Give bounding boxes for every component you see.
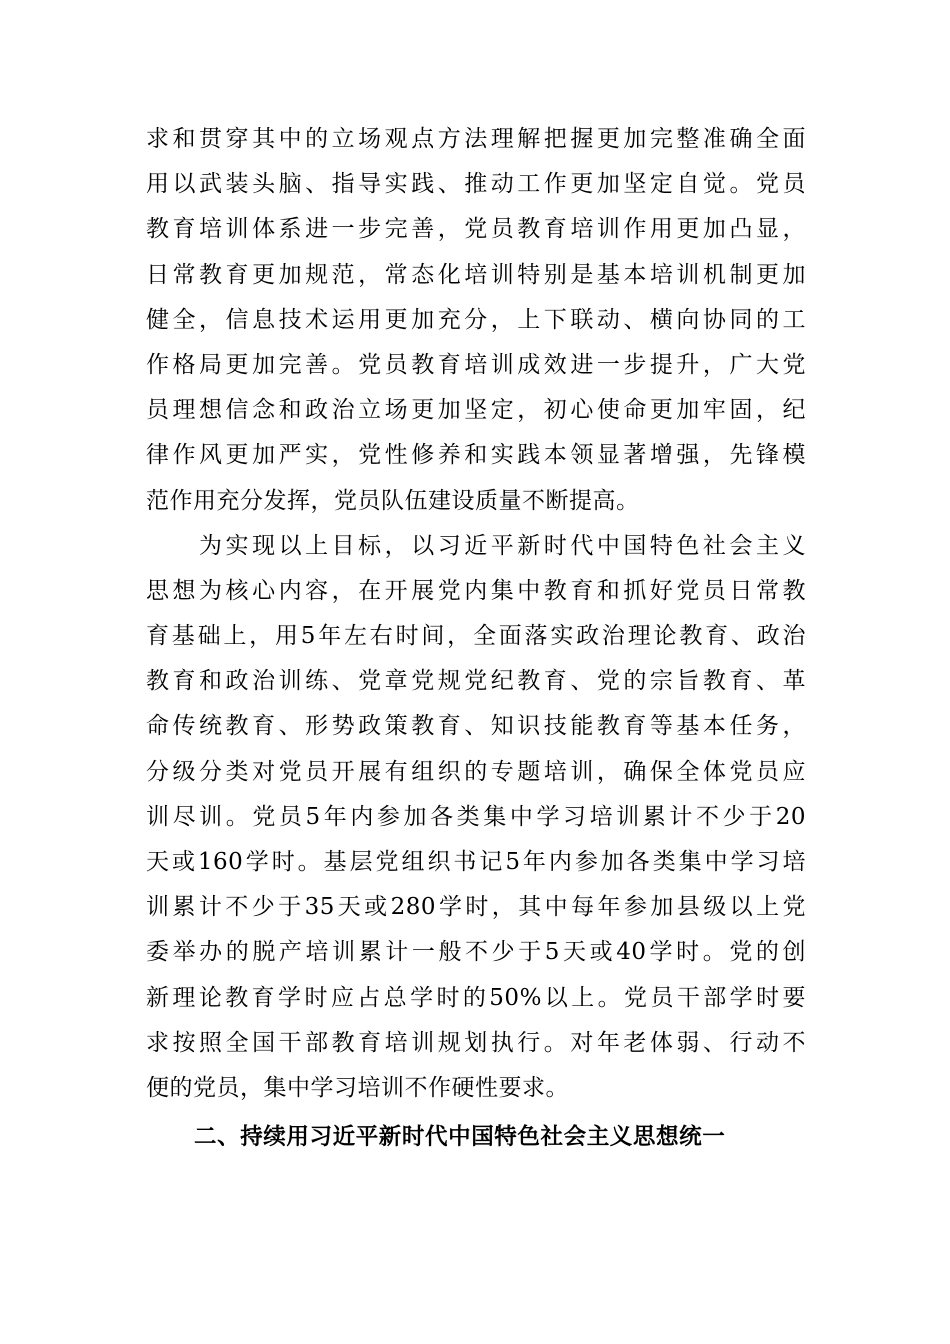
text-line: 训累计不少于35天或280学时，其中每年参加县级以上党 [146,894,806,921]
document-page [146,117,806,1160]
text-line: 用以武装头脑、指导实践、推动工作更加坚定自觉。党员 [146,171,806,198]
text-line: 求按照全国干部教育培训规划执行。对年老体弱、行动不 [146,1029,806,1056]
text-line: 律作风更加严实，党性修养和实践本领显著增强，先锋模 [146,442,806,469]
section-heading: 二、持续用习近平新时代中国特色社会主义思想统一 [194,1124,726,1151]
text-line: 训尽训。党员5年内参加各类集中学习培训累计不少于20 [146,803,806,830]
text-line: 为实现以上目标，以习近平新时代中国特色社会主义 [146,532,806,559]
text-line: 便的党员，集中学习培训不作硬性要求。 [146,1074,569,1101]
paragraph-targets [146,524,806,1111]
text-line: 思想为核心内容，在开展党内集中教育和抓好党员日常教 [146,577,806,604]
text-line: 分级分类对党员开展有组织的专题培训，确保全体党员应 [146,758,806,785]
text-line: 范作用充分发挥，党员队伍建设质量不断提高。 [146,487,640,514]
text-line: 教育和政治训练、党章党规党纪教育、党的宗旨教育、革 [146,668,806,695]
text-line: 作格局更加完善。党员教育培训成效进一步提升，广大党 [146,351,806,378]
text-line: 育基础上，用5年左右时间，全面落实政治理论教育、政治 [146,623,806,650]
text-line: 命传统教育、形势政策教育、知识技能教育等基本任务， [146,713,806,740]
text-line: 日常教育更加规范，常态化培训特别是基本培训机制更加 [146,261,806,288]
text-line: 员理想信念和政治立场更加坚定，初心使命更加牢固，纪 [146,397,806,424]
text-line: 新理论教育学时应占总学时的50%以上。党员干部学时要 [146,984,806,1011]
paragraph-goals [146,117,806,524]
text-line: 求和贯穿其中的立场观点方法理解把握更加完整准确全面 [146,126,806,152]
text-line: 天或160学时。基层党组织书记5年内参加各类集中学习培 [146,849,806,875]
text-line: 健全，信息技术运用更加充分，上下联动、横向协同的工 [146,306,806,333]
text-line: 委举办的脱产培训累计一般不少于5天或40学时。党的创 [146,939,806,966]
text-line: 教育培训体系进一步完善，党员教育培训作用更加凸显， [146,216,806,243]
